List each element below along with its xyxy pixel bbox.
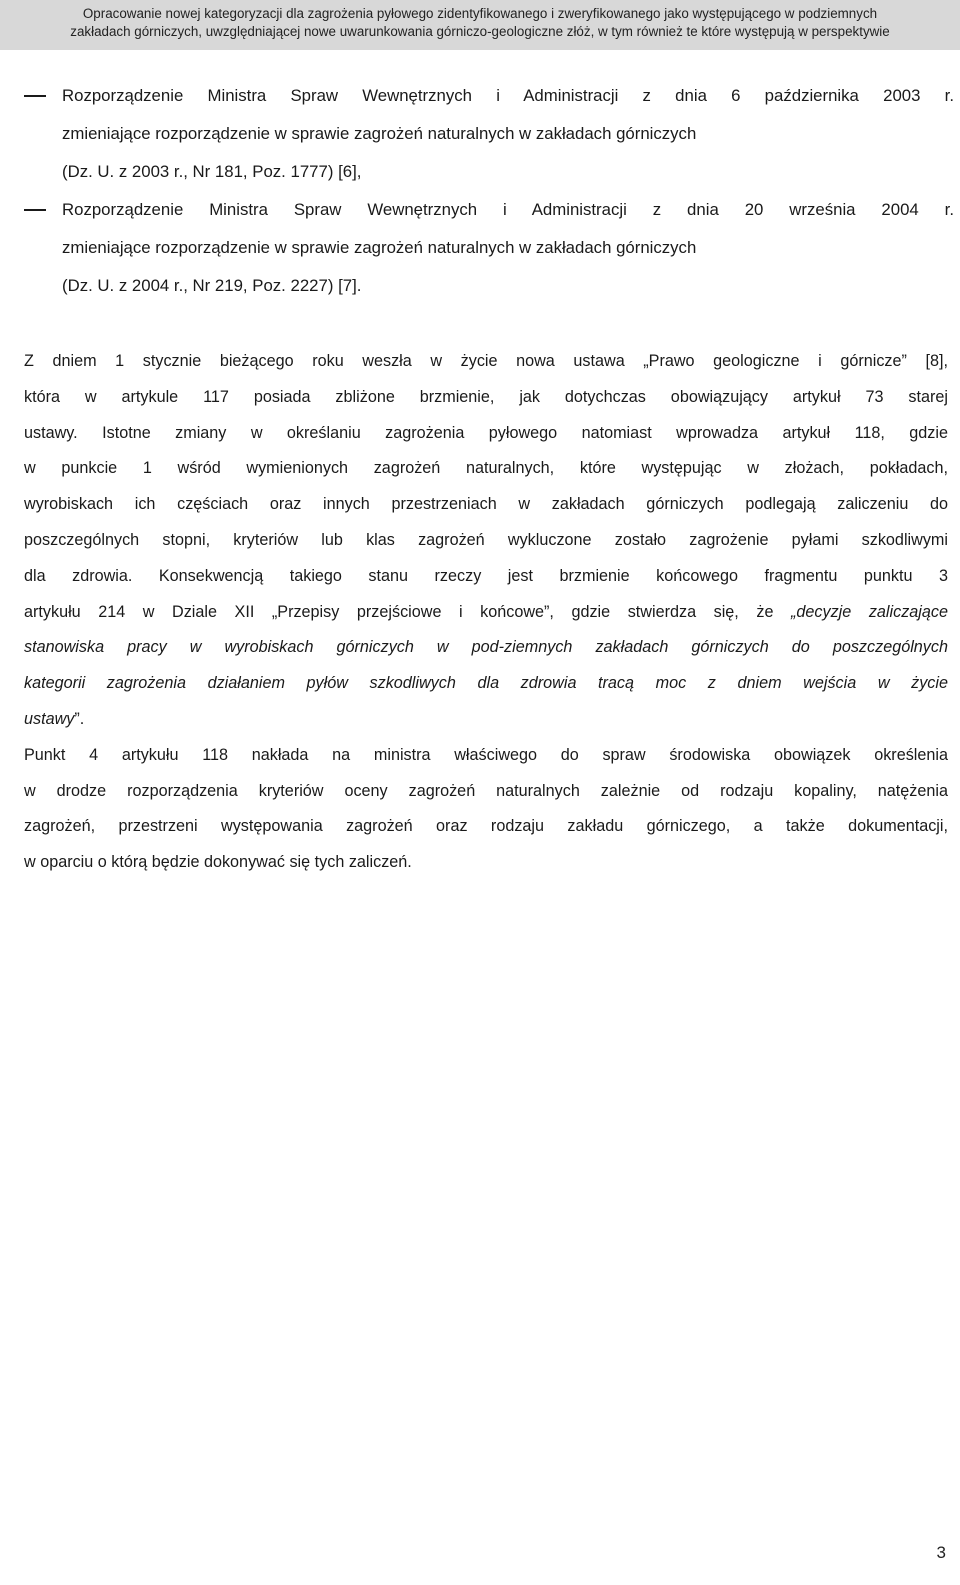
body-text	[24, 344, 948, 881]
reference-line: (Dz. U. z 2004 r., Nr 219, Poz. 2227) [7].	[62, 276, 362, 295]
quote-line: stanowiska pracy w wyrobiskach górniczych w pod-ziemnych zakładach górniczych do poszczególnych	[24, 638, 948, 657]
text-line: zagrożeń, przestrzeni występowania zagrożeń oraz rodzaju zakładu górniczego, a także dokumentacji,	[24, 817, 948, 836]
quote-line: kategorii zagrożenia działaniem pyłów szkodliwych dla zdrowia tracą moc z dniem wejścia w życie	[24, 674, 948, 693]
reference-list	[24, 77, 954, 305]
text-line: w oparciu o którą będzie dokonywać się tych zaliczeń.	[24, 853, 412, 872]
text-line: w punkcie 1 wśród wymienionych zagrożeń naturalnych, które występując w złożach, pokładach,	[24, 459, 948, 478]
reference-line: (Dz. U. z 2003 r., Nr 181, Poz. 1777) [6],	[62, 162, 362, 181]
running-header	[0, 0, 960, 50]
text-line: w drodze rozporządzenia kryteriów oceny zagrożeń naturalnych zależnie od rodzaju kopaliny, natężenia	[24, 781, 948, 800]
reference-item	[24, 191, 954, 305]
reference-line: Rozporządzenie Ministra Spraw Wewnętrznych i Administracji z dnia 20 września 2004 r.	[62, 200, 954, 219]
reference-line: zmieniające rozporządzenie w sprawie zagrożeń naturalnych w zakładach górniczych	[62, 238, 697, 257]
quote-italic: „decyzje zaliczające	[791, 602, 948, 621]
text-line: Z dniem 1 stycznie bieżącego roku weszła w życie nowa ustawa „Prawo geologiczne i górnicze” [8],	[24, 352, 948, 370]
paragraph-1	[24, 344, 948, 738]
reference-item	[24, 77, 954, 191]
header-line-1: Opracowanie nowej kategoryzacji dla zagrożenia pyłowego zidentyfikowanego i zweryfikowanego jako występującego w podziemnych	[82, 6, 878, 21]
reference-line: zmieniające rozporządzenie w sprawie zagrożeń naturalnych w zakładach górniczych	[62, 124, 697, 143]
text-line: Punkt 4 artykułu 118 nakłada na ministra właściwego do spraw środowiska obowiązek określenia	[24, 745, 948, 764]
dash-bullet-icon	[24, 209, 46, 211]
text-line: wyrobiskach ich częściach oraz innych przestrzeniach w zakładach górniczych podlegają zaliczeniu do	[24, 495, 948, 514]
text-line	[24, 595, 948, 631]
text-line: dla zdrowia. Konsekwencją takiego stanu rzeczy jest brzmienie końcowego fragmentu punktu 3	[24, 566, 948, 585]
text-line: ustawy. Istotne zmiany w określaniu zagrożenia pyłowego natomiast wprowadza artykuł 118, gdzie	[24, 423, 948, 442]
text-run: ”.	[74, 709, 85, 728]
header-line-2: zakładach górniczych, uwzględniającej nowe uwarunkowania górniczo-geologiczne złóż, w tym również te które występują w perspektywie	[70, 24, 890, 39]
text-run: artykułu 214 w Dziale XII „Przepisy przejściowe i końcowe”, gdzie stwierdza się, że	[24, 602, 791, 621]
text-line	[24, 702, 948, 738]
text-line: która w artykule 117 posiada zbliżone brzmienie, jak dotychczas obowiązujący artykuł 73 starej	[24, 387, 948, 406]
quote-italic: ustawy	[24, 709, 75, 728]
dash-bullet-icon	[24, 95, 46, 97]
reference-line: Rozporządzenie Ministra Spraw Wewnętrznych i Administracji z dnia 6 października 2003 r.	[62, 86, 954, 105]
page-number: 3	[936, 1543, 946, 1562]
paragraph-2	[24, 738, 948, 881]
text-line: poszczególnych stopni, kryteriów lub klas zagrożeń wykluczone zostało zagrożenie pyłami szkodliwymi	[24, 530, 948, 549]
